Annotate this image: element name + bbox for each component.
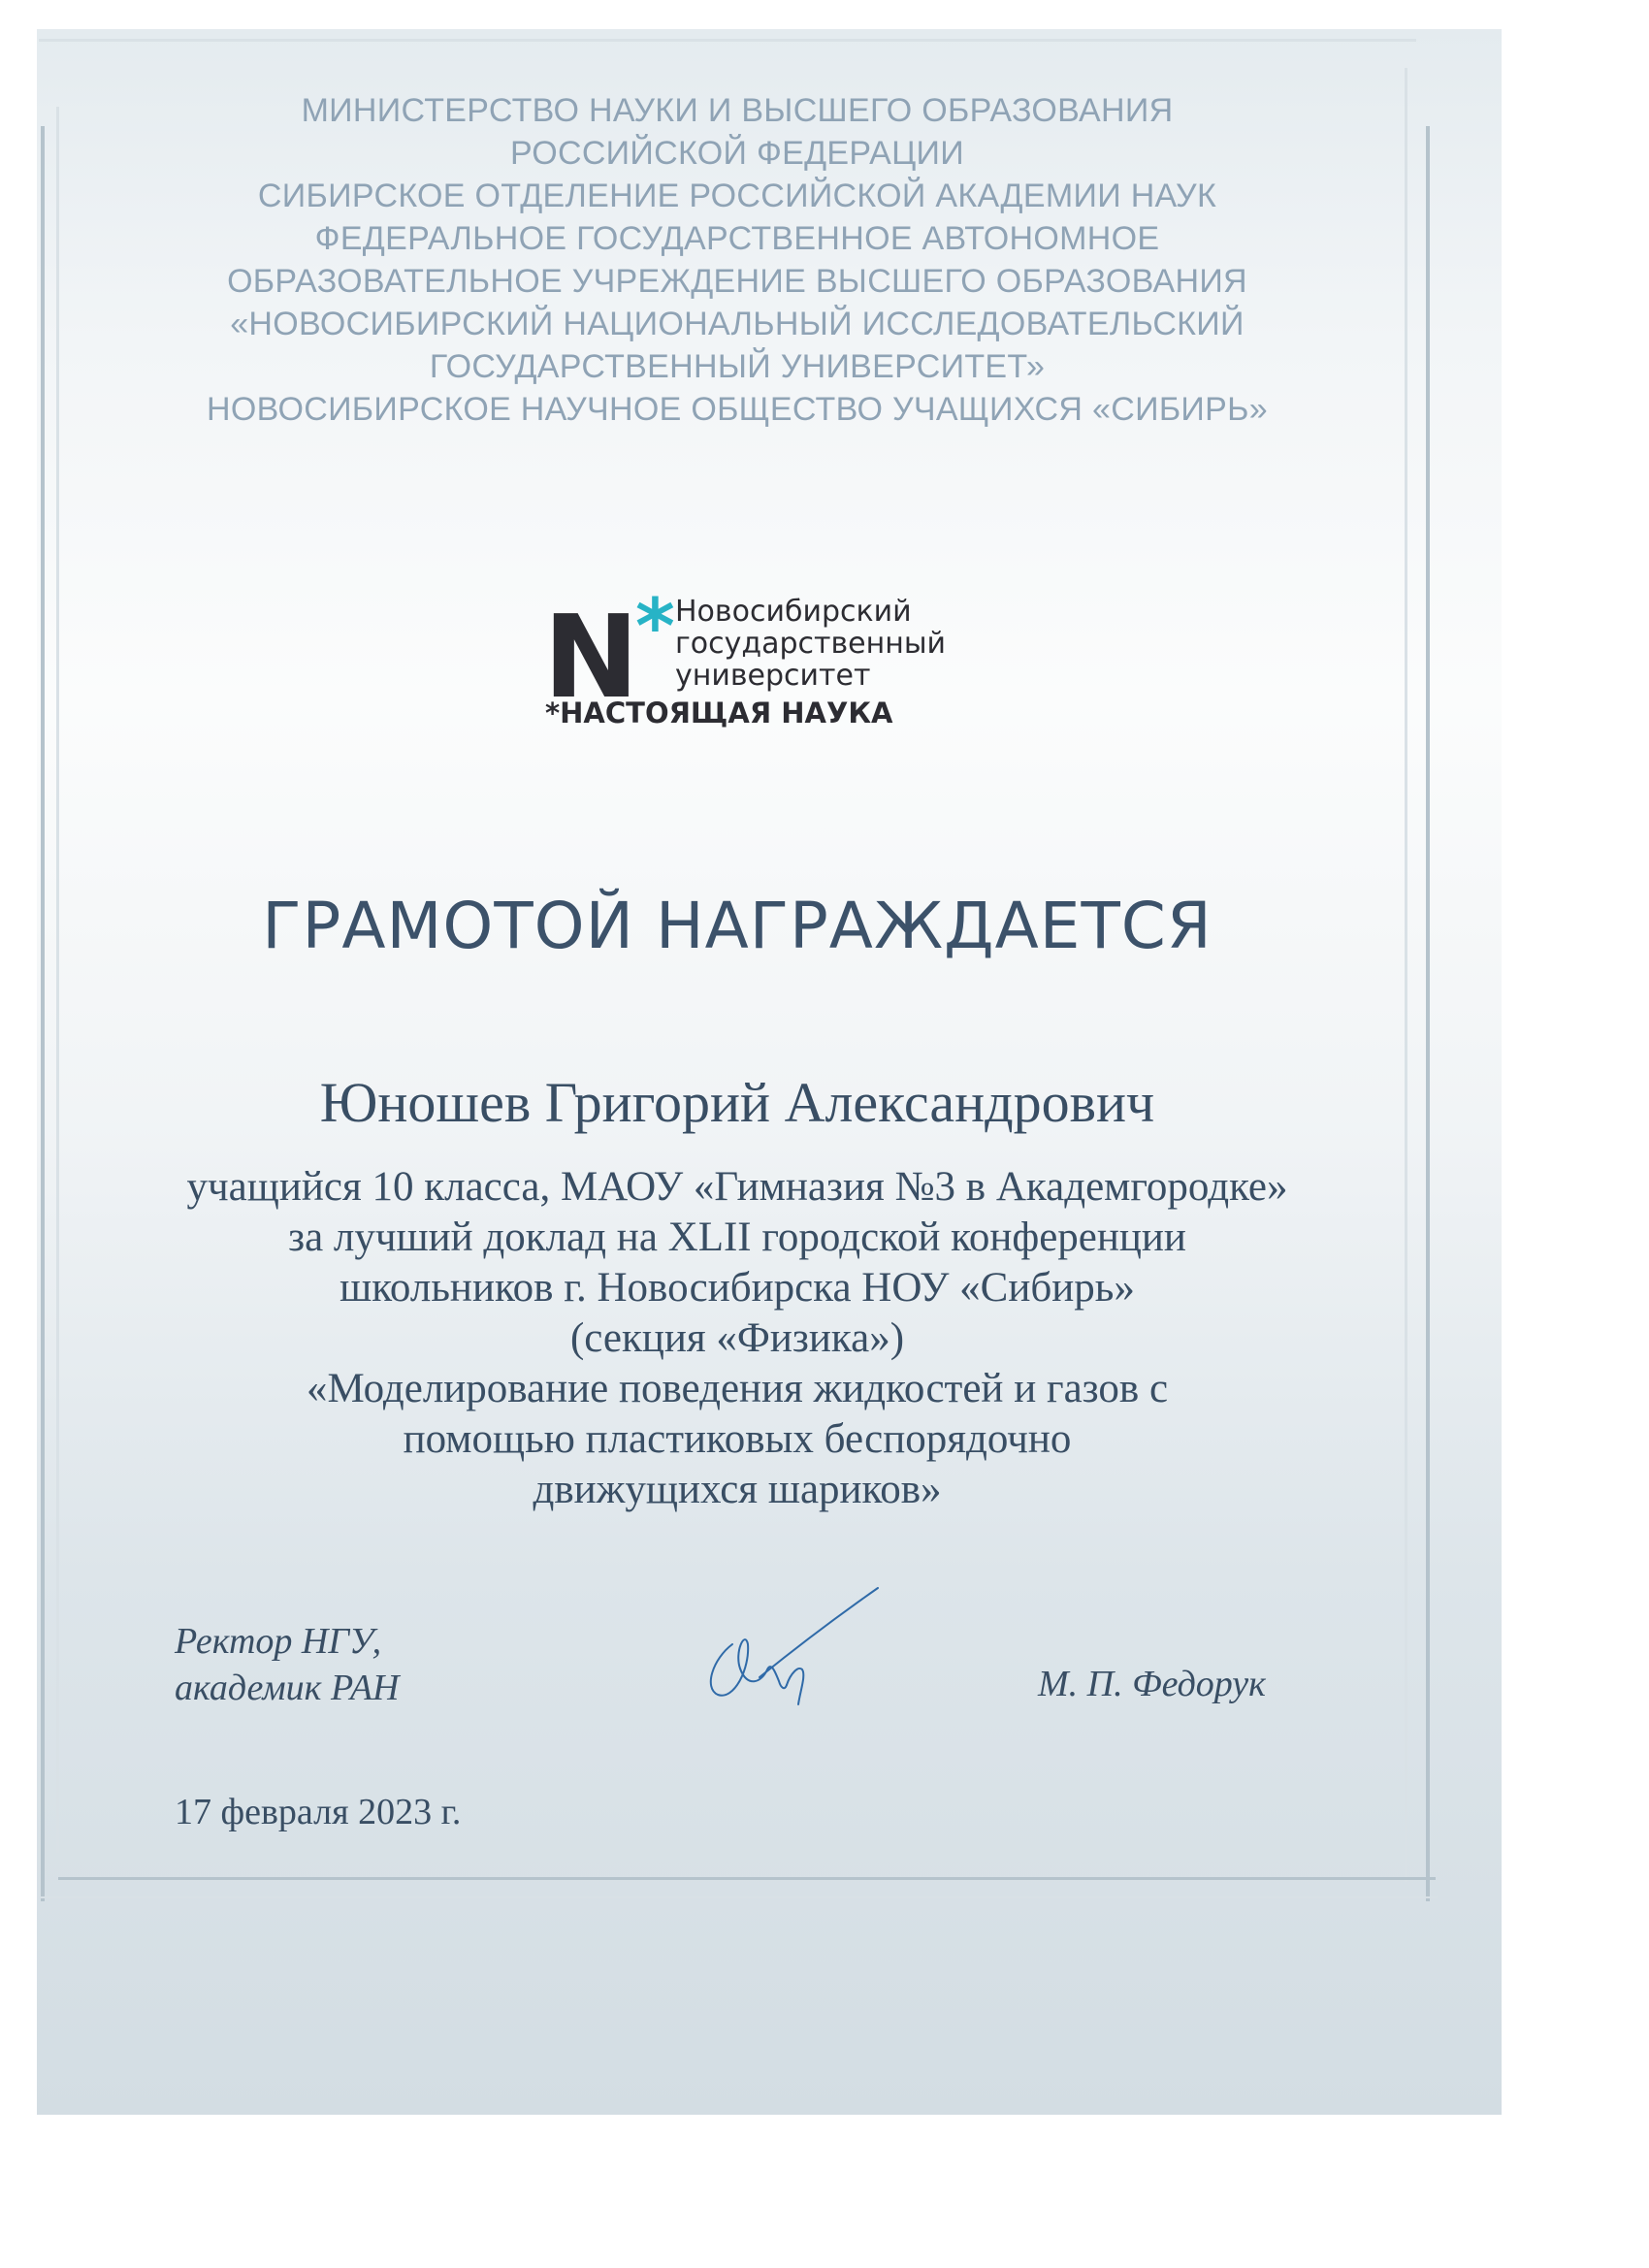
header-line: «НОВОСИБИРСКИЙ НАЦИОНАЛЬНЫЙ ИССЛЕДОВАТЕЛЬСКИЙ xyxy=(230,306,1245,342)
header-line: ГОСУДАРСТВЕННЫЙ УНИВЕРСИТЕТ» xyxy=(429,348,1046,385)
award-date: 17 февраля 2023 г. xyxy=(175,1792,462,1832)
header-line: НОВОСИБИРСКОЕ НАУЧНОЕ ОБЩЕСТВО УЧАЩИХСЯ «СИБИРЬ» xyxy=(207,391,1268,428)
logo-tagline: *НАСТОЯЩАЯ НАУКА xyxy=(545,697,893,729)
description-line: учащийся 10 класса, МАОУ «Гимназия №3 в Академгородке» xyxy=(186,1164,1288,1210)
logo-letter-n: N xyxy=(543,590,639,724)
recipient-name: Юношев Григорий Александрович xyxy=(319,1071,1155,1134)
description-line: (секция «Физика») xyxy=(569,1315,905,1361)
award-description xyxy=(97,1162,1377,1515)
frame-line-bottom xyxy=(58,1877,1436,1880)
description-line: помощью пластиковых беспорядочно xyxy=(403,1416,1072,1462)
position-line: Ректор НГУ, xyxy=(175,1621,382,1662)
signatory-name: М. П. Федорук xyxy=(1038,1664,1266,1704)
header-line: ОБРАЗОВАТЕЛЬНОЕ УЧРЕЖДЕНИЕ ВЫСШЕГО ОБРАЗОВАНИЯ xyxy=(227,263,1247,300)
logo-name-line: университет xyxy=(675,659,871,693)
issuing-organizations xyxy=(97,89,1377,431)
frame-line-right-inner xyxy=(1405,68,1407,1882)
header-line: МИНИСТЕРСТВО НАУКИ И ВЫСШЕГО ОБРАЗОВАНИЯ xyxy=(301,92,1174,129)
header-line: РОССИЙСКОЙ ФЕДЕРАЦИИ xyxy=(509,135,964,172)
handwritten-signature xyxy=(694,1576,888,1722)
signatory-position xyxy=(175,1618,400,1711)
description-line: школьников г. Новосибирска НОУ «Сибирь» xyxy=(340,1265,1135,1311)
logo-star-icon: * xyxy=(635,584,675,671)
logo-name-line: Новосибирский xyxy=(675,595,912,629)
frame-line-top xyxy=(39,39,1416,42)
description-line: за лучший доклад на XLII городской конференции xyxy=(288,1215,1186,1260)
logo-name-line: государственный xyxy=(675,627,947,661)
frame-line-left-inner xyxy=(56,107,59,1853)
position-line: академик РАН xyxy=(175,1668,400,1708)
description-line: «Моделирование поведения жидкостей и газов с xyxy=(306,1366,1169,1411)
award-title: ГРАМОТОЙ НАГРАЖДАЕТСЯ xyxy=(262,889,1212,963)
logo-university-name xyxy=(675,596,946,692)
header-line: ФЕДЕРАЛЬНОЕ ГОСУДАРСТВЕННОЕ АВТОНОМНОЕ xyxy=(314,220,1160,257)
nsu-logo xyxy=(543,584,1048,737)
header-line: СИБИРСКОЕ ОТДЕЛЕНИЕ РОССИЙСКОЙ АКАДЕМИИ НАУК xyxy=(257,178,1217,214)
description-line: движущихся шариков» xyxy=(533,1467,942,1512)
frame-line-right xyxy=(1426,126,1430,1901)
frame-line-left xyxy=(41,126,45,1901)
frame-line-bottom-inner xyxy=(41,1896,1438,1898)
